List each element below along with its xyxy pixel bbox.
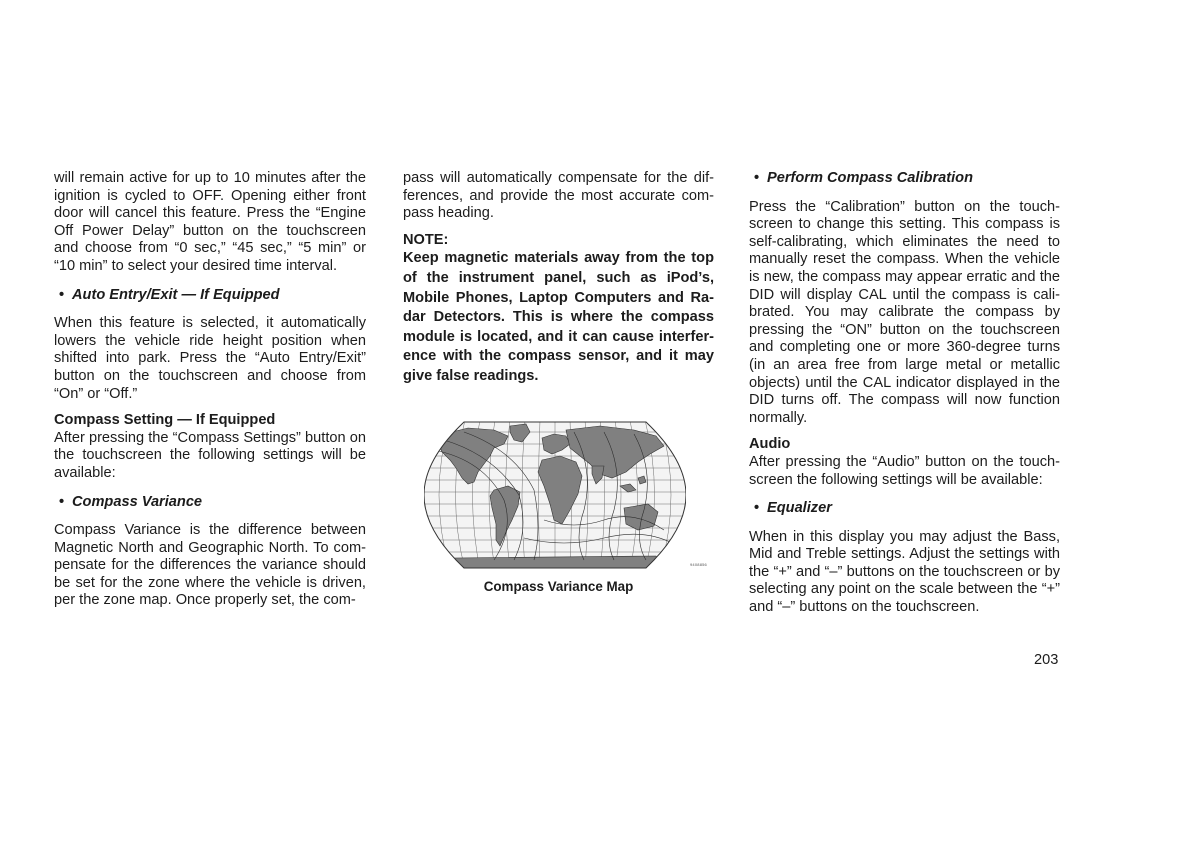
column-right [749,170,1060,617]
figure-code: 9408856 [690,562,707,567]
page-number: 203 [1034,652,1059,668]
paragraph-compass-continued: pass will automatically compensate for the dif-ferences, and provide the most accurate com-pass heading. [403,170,714,222]
bullet-calibration-label: Perform Compass Calibration [767,170,973,186]
heading-audio: Audio [749,436,791,453]
note-label: NOTE: [403,231,449,248]
paragraph-audio: After pressing the “Audio” button on the touch-screen the following settings will be available: [749,453,1060,488]
heading-compass-setting: Compass Setting — If Equipped [54,412,276,429]
paragraph-equalizer: When in this display you may adjust the Bass, Mid and Treble settings. Adjust the settings with the “+” and “–” buttons on the touchscreen or by selecting any point on the scale between the “+” and “–” buttons on the touchscreen. [749,528,1060,616]
bullet-dot: • [59,493,65,510]
paragraph-compass-variance: Compass Variance is the difference between Magnetic North and Geographic North. To com-pensate for the differences the variance should be set for the zone where the vehicle is driven, per the zone map. Once properly set, the com- [54,522,366,609]
paragraph-engine-off-delay: will remain active for up to 10 minutes after the ignition is cycled to OFF. Opening either front door will cancel this feature. Press the “Engine Off Power Delay” button on the touchscreen and choose from “0 sec,” “45 sec,” “5 min” or “10 min” to select your desired time interval. [54,170,366,274]
bullet-compass-variance [54,494,366,512]
bullet-compass-variance-label: Compass Variance [72,493,203,510]
paragraph-calibration: Press the “Calibration” button on the touch-screen to change this setting. This compass is self-calibrating, which eliminates the need to manually reset the compass. When the vehicle is new, the compass may appear erratic and the DID will display CAL until the compass is cali-brated. You may calibrate the compass by pressing the “ON” button on the touchscreen and completing one or more 360-degree turns (in an area free from large metal or metallic objects) until the CAL indicator displayed in the DID turns off. The compass will now function normally. [749,198,1060,426]
bullet-dot: • [59,286,65,303]
compass-variance-map [424,420,686,570]
paragraph-auto-entry: When this feature is selected, it automatically lowers the vehicle ride height position when shifted into park. Press the “Auto Entry/Exit” button on the touchscreen and choose from “On” or “Off.” [54,315,366,402]
figure-caption: Compass Variance Map [483,579,634,594]
bullet-equalizer [749,500,1060,518]
paragraph-compass-settings: After pressing the “Compass Settings” button on the touchscreen the following settings will be available: [54,429,366,481]
bullet-dot: • [754,170,760,186]
bullet-auto-entry-exit [54,287,366,305]
column-middle [403,170,714,387]
column-left [54,170,366,610]
bullet-dot: • [754,500,760,517]
bullet-equalizer-label: Equalizer [767,500,832,517]
bullet-auto-entry-label: Auto Entry/Exit — If Equipped [72,286,280,303]
bullet-perform-calibration [749,170,1060,188]
note-body: Keep magnetic materials away from the top of the instrument panel, such as iPod’s, Mobile Phones, Laptop Computers and Ra-dar Detectors. This is where the compass module is located, and it can cause interfer-ence with the compass sensor, and it may give false readings. [403,250,714,384]
